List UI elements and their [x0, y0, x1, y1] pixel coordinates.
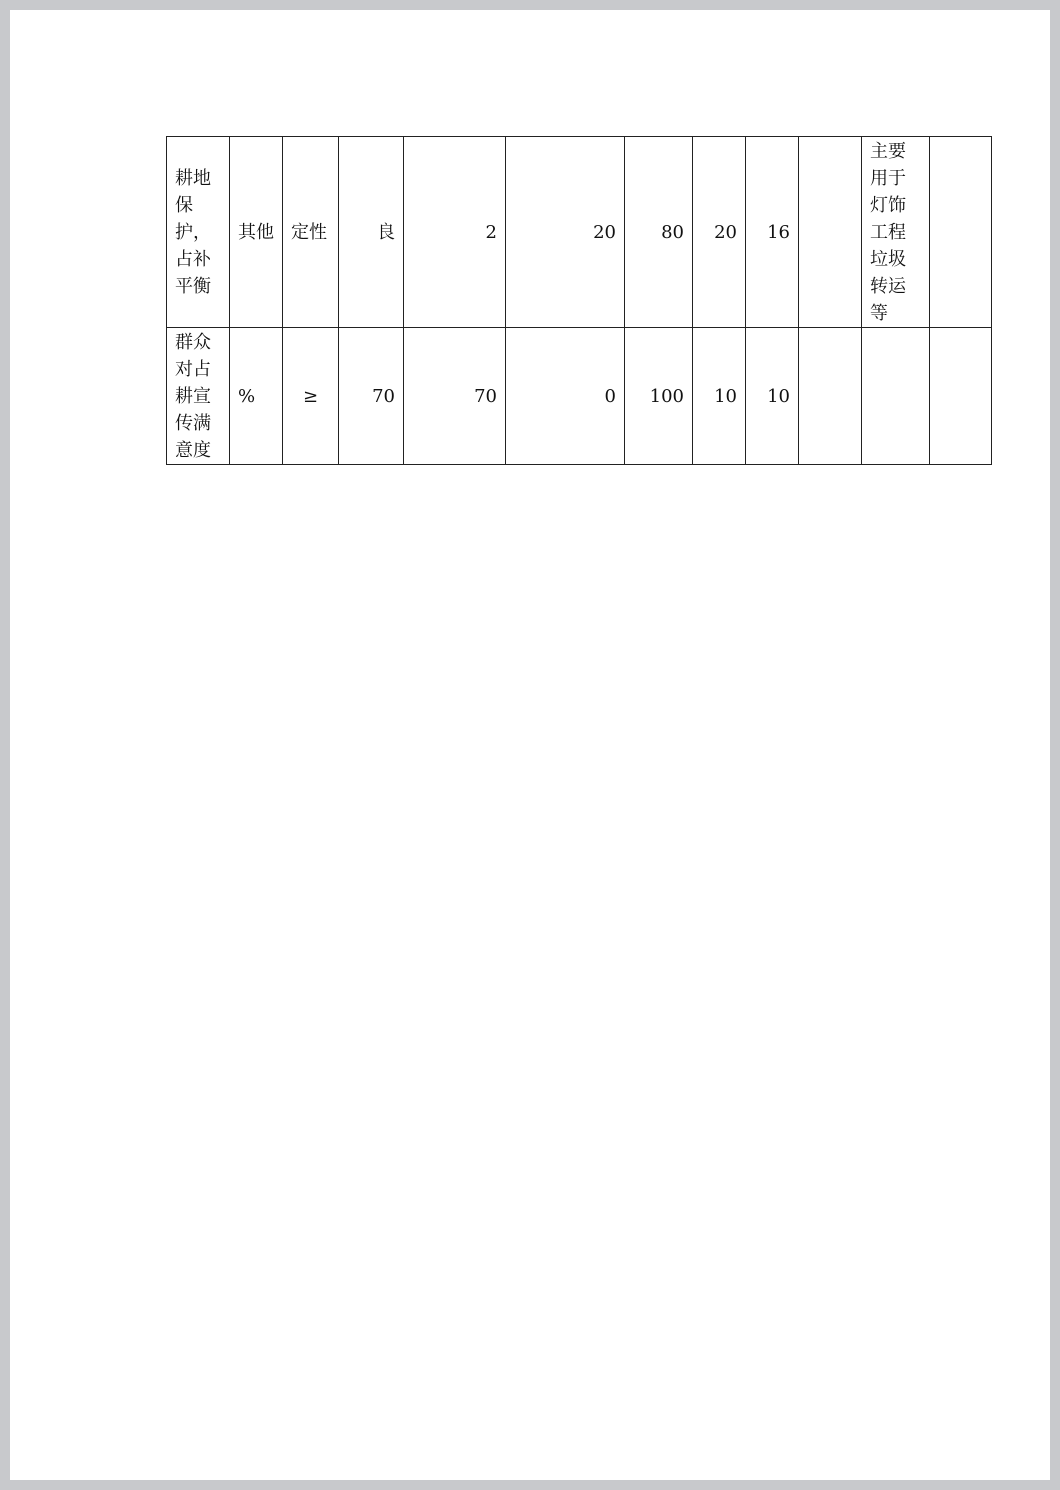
indicator-cell: 群众对占耕宣传满意度: [167, 328, 230, 465]
empty-cell: [930, 137, 992, 328]
value-cell: 80: [625, 137, 693, 328]
table-row: [167, 137, 992, 328]
value-cell: 2: [404, 137, 506, 328]
performance-indicator-table: [166, 136, 992, 465]
indicator-cell: 耕地保护，占补平衡: [167, 137, 230, 328]
value-cell: 0: [506, 328, 625, 465]
empty-cell: [930, 328, 992, 465]
empty-cell: [799, 137, 862, 328]
value-cell: 10: [693, 328, 746, 465]
value-cell: 20: [693, 137, 746, 328]
remark-cell: 主要用于灯饰工程垃圾转运等: [862, 137, 930, 328]
value-cell: 100: [625, 328, 693, 465]
table-row: [167, 328, 992, 465]
value-cell: 70: [404, 328, 506, 465]
score-cell: 16: [746, 137, 799, 328]
target-cell: 良: [339, 137, 404, 328]
remark-cell: [862, 328, 930, 465]
category-cell: %: [230, 328, 283, 465]
value-cell: 20: [506, 137, 625, 328]
empty-cell: [799, 328, 862, 465]
score-cell: 10: [746, 328, 799, 465]
document-page: [10, 10, 1050, 1480]
nature-cell: ≥: [283, 328, 339, 465]
nature-cell: 定性: [283, 137, 339, 328]
target-cell: 70: [339, 328, 404, 465]
category-cell: 其他: [230, 137, 283, 328]
